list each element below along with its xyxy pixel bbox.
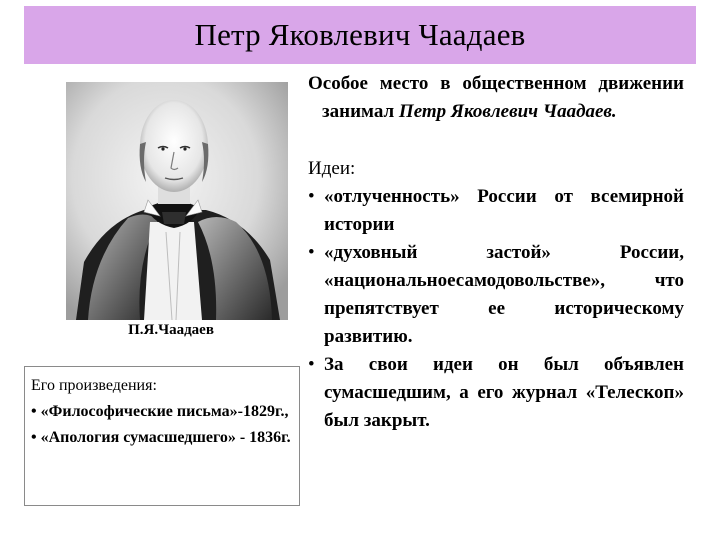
ideas-heading: Идеи: (308, 158, 356, 179)
intro-paragraph (308, 70, 684, 126)
bullet: • (308, 186, 315, 207)
title-banner (24, 6, 696, 64)
ideas-list (308, 183, 684, 435)
content-column (308, 70, 684, 435)
intro-lead: Особое место в общественном движении занимал (308, 73, 684, 122)
intro-name: Петр Яковлевич Чаадаев. (398, 101, 617, 122)
bullet: • (308, 242, 315, 263)
works-box (24, 366, 300, 506)
list-item (308, 183, 684, 239)
idea-text: «духовный застой» России, «национальноесамодовольстве», что препятствует ее историческому развитию. (324, 242, 684, 347)
list-item (308, 239, 684, 351)
works-item-letters: • «Философические письма»-1829г., (31, 403, 289, 420)
list-item (308, 351, 684, 435)
works-heading: Его произведения: (31, 377, 157, 394)
portrait-image (66, 82, 288, 320)
portrait-caption: П.Я.Чаадаев (128, 322, 214, 338)
works-item-apology: • «Апология сумасшедшего» - 1836г. (31, 429, 291, 446)
page-title: Петр Яковлевич Чаадаев (194, 17, 526, 52)
idea-text: За свои идеи он был объявлен сумасшедшим, а его журнал «Телескоп» был закрыт. (324, 354, 684, 431)
idea-text: «отлученность» России от всемирной истории (324, 186, 684, 235)
bullet: • (308, 354, 315, 375)
